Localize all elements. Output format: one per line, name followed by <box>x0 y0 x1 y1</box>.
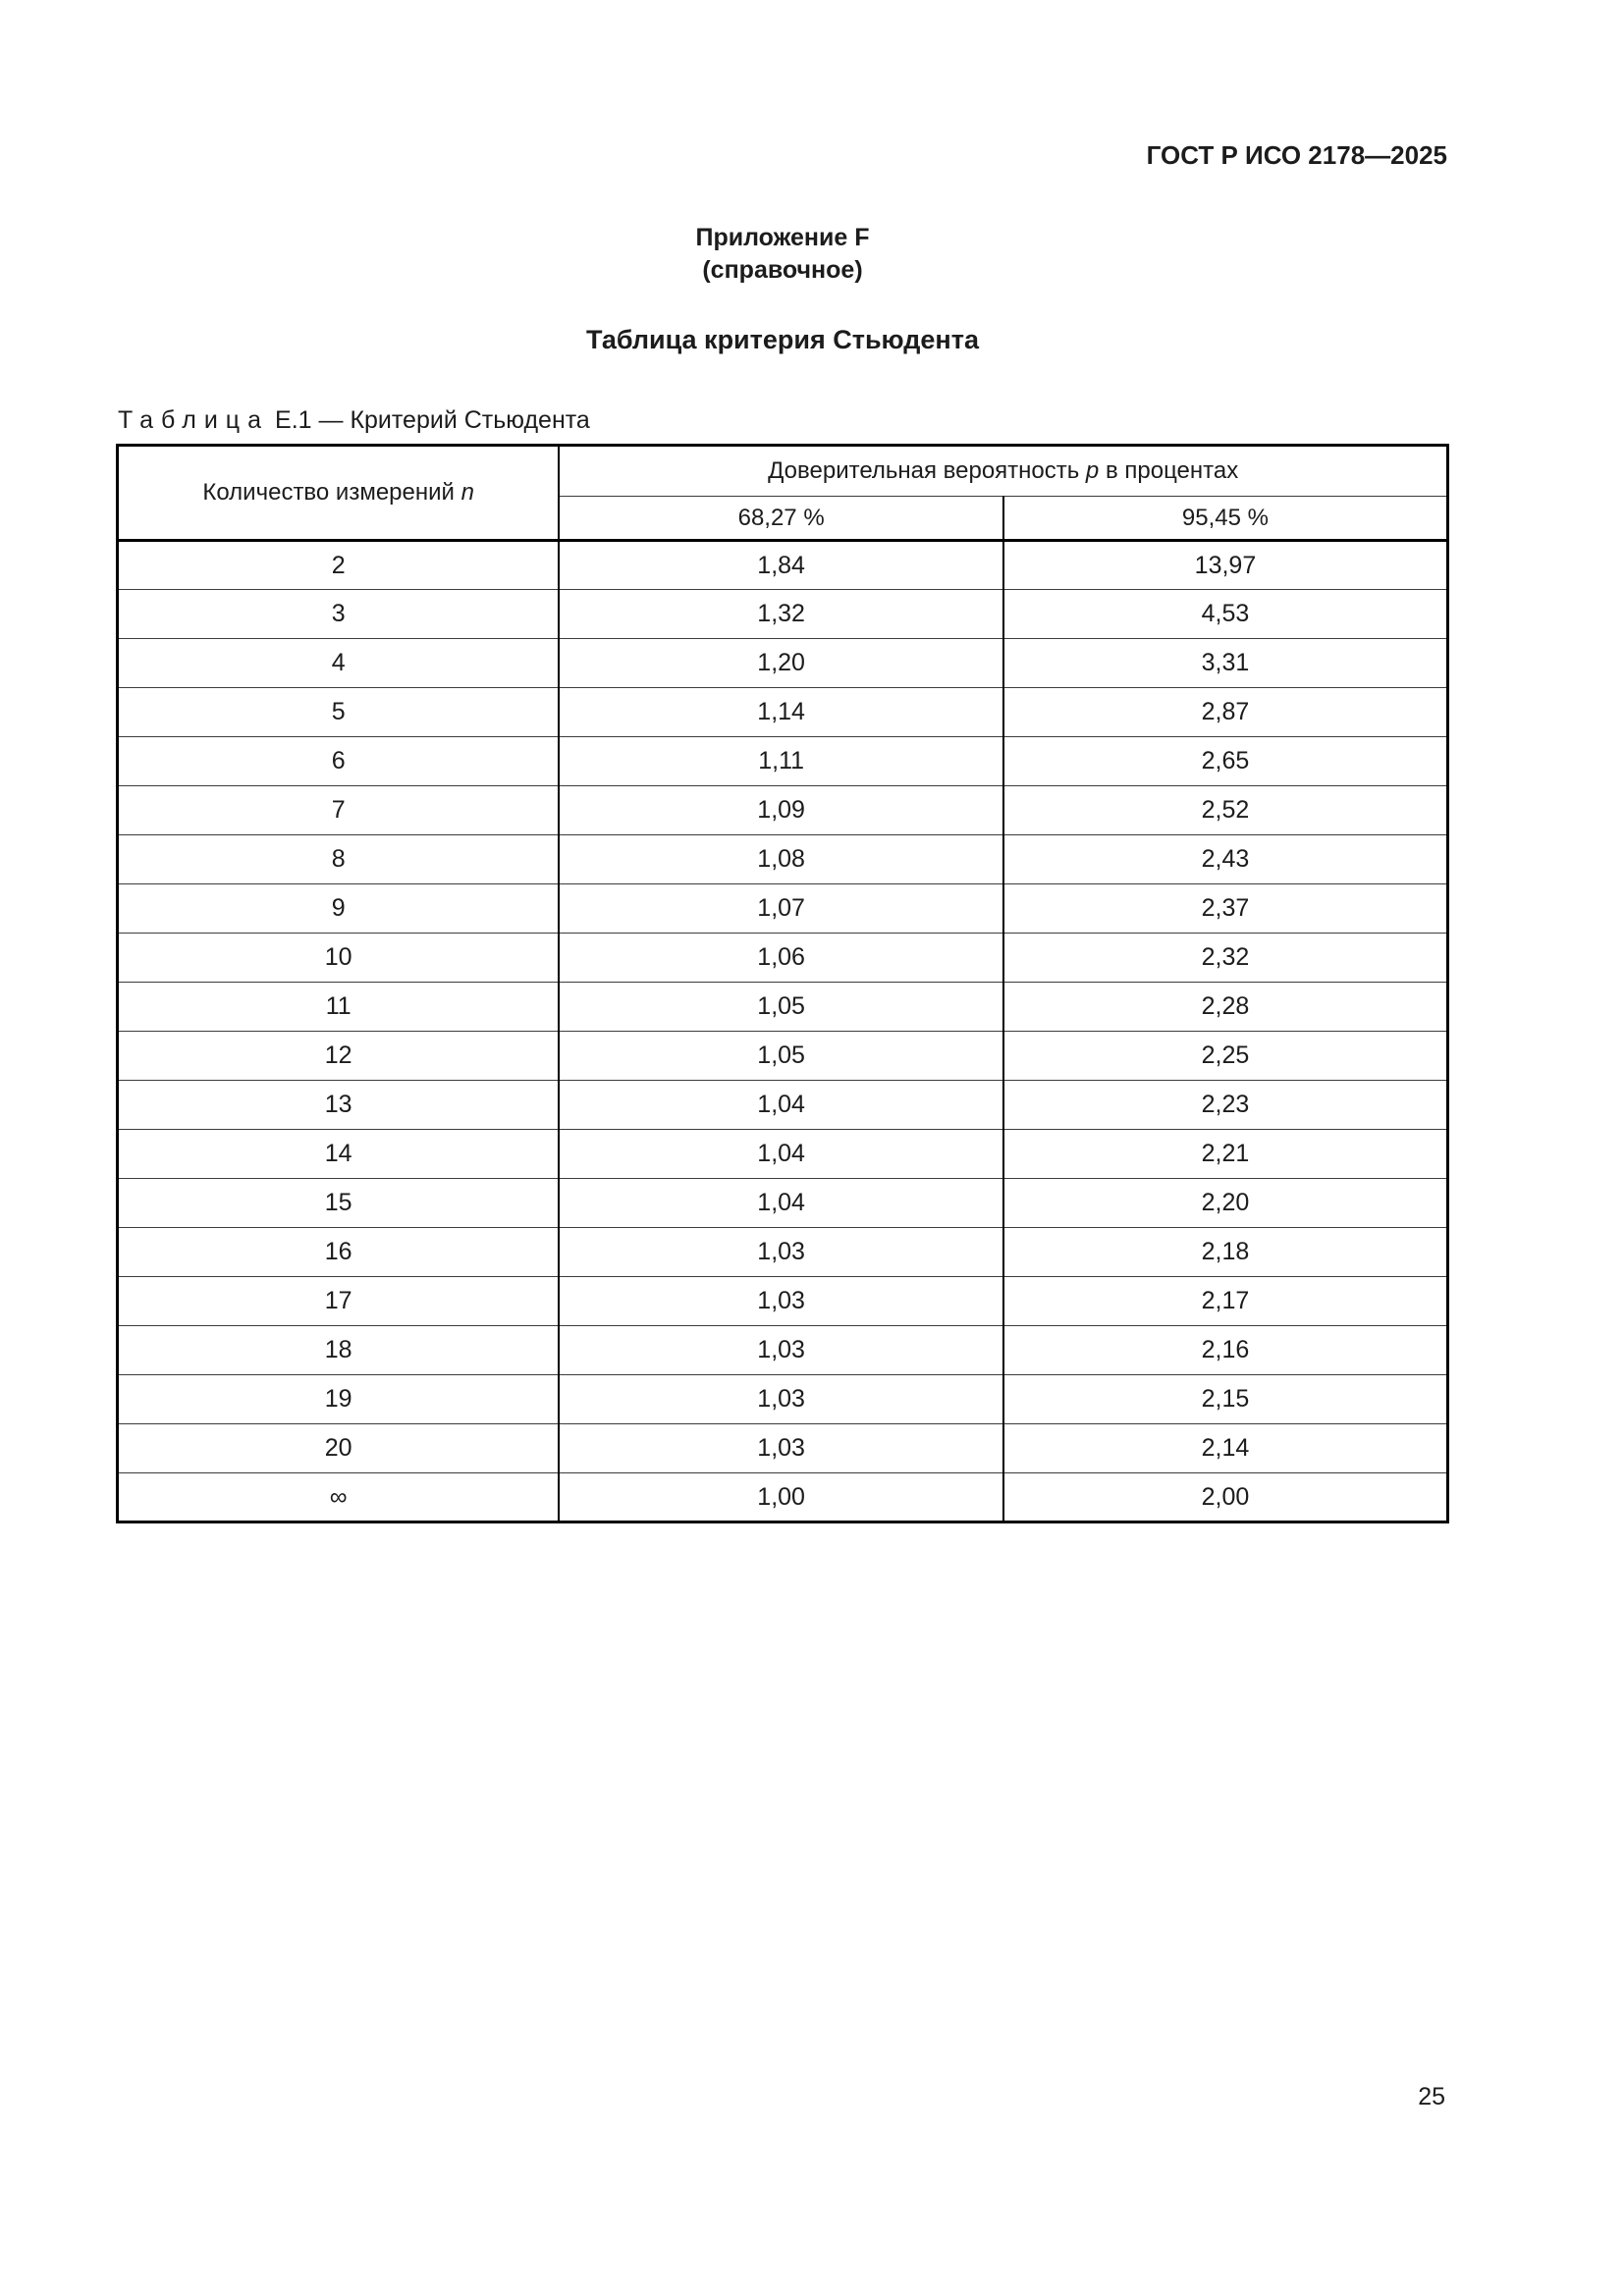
cell-p95: 13,97 <box>1003 541 1448 590</box>
cell-n: 4 <box>118 639 560 688</box>
cell-n: 16 <box>118 1228 560 1277</box>
cell-p68: 1,07 <box>559 884 1003 934</box>
header-confidence-probability <box>559 446 1447 497</box>
cell-n: 20 <box>118 1424 560 1473</box>
cell-p95: 2,18 <box>1003 1228 1448 1277</box>
table-row <box>118 1375 1448 1424</box>
header-95-percent: 95,45 % <box>1003 497 1448 541</box>
header-confidence-var: p <box>1085 457 1100 484</box>
table-row <box>118 983 1448 1032</box>
table-caption <box>118 406 590 435</box>
table-caption-word: Таблица <box>118 406 270 434</box>
cell-p68: 1,32 <box>559 590 1003 639</box>
cell-p95: 2,25 <box>1003 1032 1448 1081</box>
cell-n: 17 <box>118 1277 560 1326</box>
header-confidence-post: в процентах <box>1105 457 1239 484</box>
cell-p95: 3,31 <box>1003 639 1448 688</box>
table-caption-rest: Е.1 — Критерий Стьюдента <box>275 406 590 434</box>
appendix-title: Приложение F <box>695 224 870 251</box>
cell-p68: 1,06 <box>559 934 1003 983</box>
section-title: Таблица критерия Стьюдента <box>586 325 979 354</box>
cell-n: 3 <box>118 590 560 639</box>
table-row <box>118 835 1448 884</box>
table-row <box>118 1179 1448 1228</box>
page-number: 25 <box>1418 2083 1445 2110</box>
cell-p68: 1,03 <box>559 1375 1003 1424</box>
cell-p68: 1,08 <box>559 835 1003 884</box>
table-row <box>118 884 1448 934</box>
cell-p68: 1,00 <box>559 1473 1003 1522</box>
cell-p95: 4,53 <box>1003 590 1448 639</box>
header-measurement-count <box>118 446 560 541</box>
cell-n: 14 <box>118 1130 560 1179</box>
table-row <box>118 1326 1448 1375</box>
table-row <box>118 1130 1448 1179</box>
table-row <box>118 1277 1448 1326</box>
cell-p68: 1,11 <box>559 737 1003 786</box>
cell-p95: 2,87 <box>1003 688 1448 737</box>
cell-p95: 2,17 <box>1003 1277 1448 1326</box>
cell-p95: 2,21 <box>1003 1130 1448 1179</box>
table-row <box>118 639 1448 688</box>
cell-n: 8 <box>118 835 560 884</box>
student-criterion-table <box>116 444 1449 1523</box>
cell-p95: 2,65 <box>1003 737 1448 786</box>
cell-p68: 1,03 <box>559 1424 1003 1473</box>
cell-p95: 2,52 <box>1003 786 1448 835</box>
cell-p95: 2,43 <box>1003 835 1448 884</box>
table-header-row-1 <box>118 446 1448 497</box>
cell-p68: 1,03 <box>559 1277 1003 1326</box>
cell-n: 18 <box>118 1326 560 1375</box>
cell-p68: 1,03 <box>559 1228 1003 1277</box>
table-row <box>118 590 1448 639</box>
cell-p68: 1,05 <box>559 1032 1003 1081</box>
cell-n: 6 <box>118 737 560 786</box>
cell-p68: 1,03 <box>559 1326 1003 1375</box>
cell-n: 5 <box>118 688 560 737</box>
cell-p68: 1,20 <box>559 639 1003 688</box>
cell-n: 19 <box>118 1375 560 1424</box>
table-row <box>118 1473 1448 1522</box>
cell-p95: 2,15 <box>1003 1375 1448 1424</box>
document-code: ГОСТ Р ИСО 2178—2025 <box>1146 140 1447 170</box>
cell-n: 15 <box>118 1179 560 1228</box>
table-row <box>118 1032 1448 1081</box>
table-row <box>118 1424 1448 1473</box>
cell-p68: 1,04 <box>559 1179 1003 1228</box>
cell-n: 11 <box>118 983 560 1032</box>
cell-n: ∞ <box>118 1473 560 1522</box>
page-content <box>116 0 1449 2296</box>
cell-p95: 2,00 <box>1003 1473 1448 1522</box>
cell-p95: 2,16 <box>1003 1326 1448 1375</box>
appendix-subtitle: (справочное) <box>702 256 863 284</box>
table-row <box>118 786 1448 835</box>
header-measurement-count-label: Количество измерений <box>202 479 455 506</box>
cell-p68: 1,04 <box>559 1130 1003 1179</box>
table-row <box>118 737 1448 786</box>
cell-p68: 1,04 <box>559 1081 1003 1130</box>
table-row <box>118 1228 1448 1277</box>
cell-p95: 2,37 <box>1003 884 1448 934</box>
header-68-percent: 68,27 % <box>559 497 1003 541</box>
cell-n: 10 <box>118 934 560 983</box>
cell-n: 12 <box>118 1032 560 1081</box>
cell-p95: 2,28 <box>1003 983 1448 1032</box>
cell-n: 13 <box>118 1081 560 1130</box>
cell-p95: 2,14 <box>1003 1424 1448 1473</box>
cell-p95: 2,32 <box>1003 934 1448 983</box>
table-row <box>118 688 1448 737</box>
cell-p95: 2,20 <box>1003 1179 1448 1228</box>
cell-p95: 2,23 <box>1003 1081 1448 1130</box>
student-table-wrapper <box>116 444 1449 1523</box>
cell-n: 9 <box>118 884 560 934</box>
cell-n: 2 <box>118 541 560 590</box>
header-measurement-count-var: n <box>460 479 474 506</box>
table-row <box>118 934 1448 983</box>
cell-p68: 1,05 <box>559 983 1003 1032</box>
cell-n: 7 <box>118 786 560 835</box>
header-confidence-pre: Доверительная вероятность <box>768 457 1080 484</box>
cell-p68: 1,09 <box>559 786 1003 835</box>
table-row <box>118 1081 1448 1130</box>
cell-p68: 1,84 <box>559 541 1003 590</box>
table-row <box>118 541 1448 590</box>
cell-p68: 1,14 <box>559 688 1003 737</box>
